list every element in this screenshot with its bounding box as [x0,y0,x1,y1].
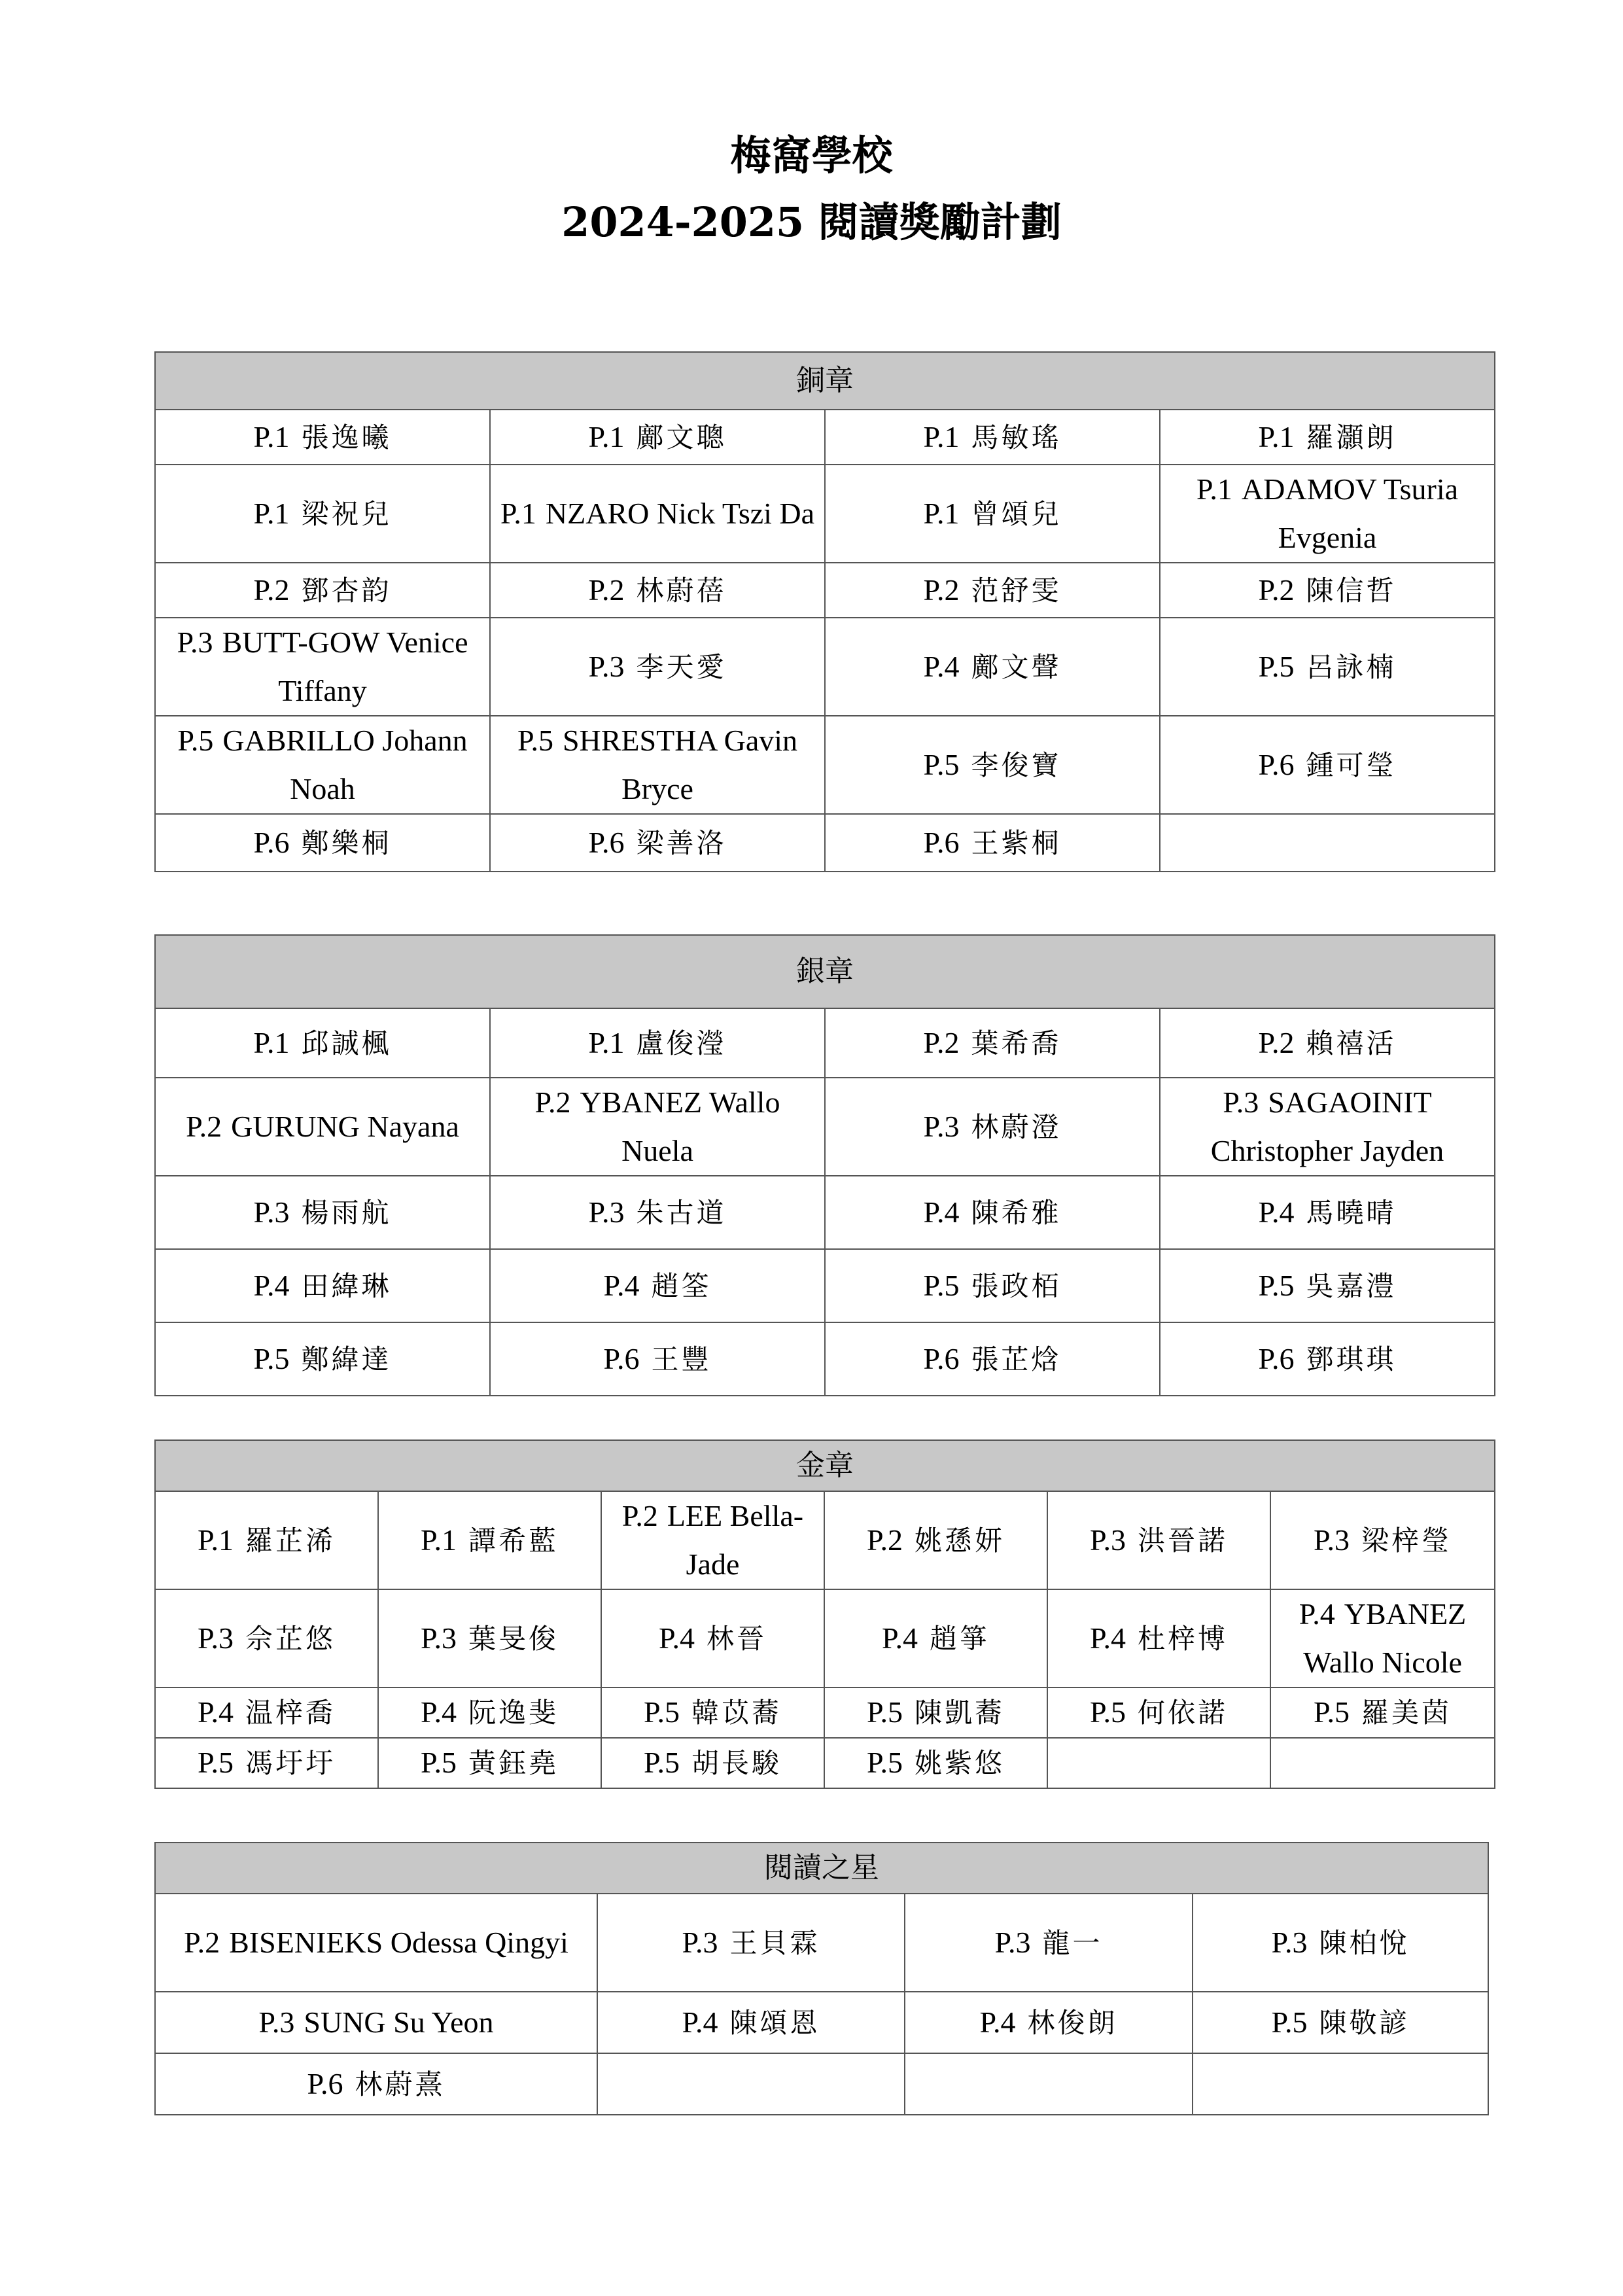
table-row [155,1008,1495,1078]
student-cell [1047,1491,1270,1589]
student-cell [1160,410,1495,465]
student-name: 楊雨航 [301,1196,392,1229]
class-label: P.4 [1258,1195,1295,1229]
table-row [155,1491,1495,1589]
class-label: P.3 [1314,1523,1350,1557]
student-cell [378,1491,601,1589]
student-cell [1270,1589,1495,1687]
student-cell [1160,618,1495,716]
student-name: 林晉 [706,1622,767,1655]
student-name: 林蔚熹 [355,2068,445,2100]
student-name: 王貝霖 [729,1926,820,1959]
student-name: 趙筌 [651,1269,712,1302]
class-label: P.4 [882,1621,918,1655]
class-label: P.4 [421,1695,457,1729]
student-name: 鄧杏韵 [301,574,392,607]
table-row [155,1322,1495,1396]
class-label: P.5 [1258,1268,1295,1302]
class-label: P.5 [1258,649,1295,683]
student-name: 鄺文聰 [636,421,727,453]
class-label: P.4 [979,2005,1016,2039]
table-row [155,716,1495,814]
section-header: 閱讀之星 [155,1843,1488,1894]
student-cell [1193,2053,1488,2115]
table-row [155,1249,1495,1322]
student-cell [155,563,490,618]
student-name: 林蔚蓓 [636,574,727,607]
student-name: BUTT-GOW Venice Tiffany [222,626,468,707]
student-name: 朱古道 [636,1196,727,1229]
class-label: P.4 [923,1195,960,1229]
class-label: P.2 [534,1086,571,1119]
student-name: 張政栢 [971,1269,1062,1302]
class-label: P.5 [923,747,960,781]
gold-award-table [154,1439,1495,1789]
student-name: 呂詠楠 [1306,650,1397,683]
class-label: P.6 [1258,747,1295,781]
student-cell [490,410,825,465]
student-name: 邱誠楓 [301,1027,392,1059]
table-row [155,410,1495,465]
student-name: 姚愻妍 [914,1524,1005,1557]
student-cell [905,2053,1193,2115]
school-name: 梅窩學校 [730,132,893,179]
class-label: P.5 [644,1695,680,1729]
class-label: P.5 [1271,2005,1308,2039]
class-label: P.4 [198,1695,234,1729]
class-label: P.2 [588,573,625,607]
student-cell [825,716,1160,814]
student-name: 陳凱蕎 [914,1697,1005,1729]
class-label: P.1 [588,1025,625,1059]
class-label: P.5 [1314,1695,1350,1729]
student-name: 梁梓瑩 [1361,1524,1452,1557]
student-name: 馮圩圩 [245,1747,336,1779]
student-cell [378,1738,601,1788]
table-row [155,1992,1488,2053]
class-label: P.1 [198,1523,234,1557]
class-label: P.3 [421,1621,457,1655]
student-cell [824,1738,1047,1788]
student-name: 范舒雯 [971,574,1062,607]
student-cell [824,1687,1047,1738]
table-row [155,563,1495,618]
student-cell [490,1249,825,1322]
student-name: 龍一 [1042,1926,1103,1959]
student-name: 林蔚澄 [971,1110,1062,1143]
student-name: ADAMOV Tsuria Evgenia [1241,472,1459,554]
class-label: P.3 [588,1195,625,1229]
student-cell [1160,814,1495,872]
student-name: 鍾可瑩 [1306,749,1397,781]
student-name: YBANEZ Wallo Nicole [1303,1597,1467,1679]
class-label: P.3 [682,1925,718,1959]
class-label: P.6 [307,2066,343,2100]
student-cell [825,563,1160,618]
class-label: P.4 [253,1268,290,1302]
class-label: P.1 [421,1523,457,1557]
student-name: 葉希喬 [971,1027,1062,1059]
program-title: 2024-2025 閱讀獎勵計劃 [561,198,1062,246]
class-label: P.3 [994,1925,1031,1959]
student-cell [155,1491,378,1589]
student-name: 趙箏 [929,1622,990,1655]
class-label: P.3 [1090,1523,1126,1557]
class-label: P.1 [1258,419,1295,453]
student-cell [155,1078,490,1176]
student-cell [378,1589,601,1687]
student-cell [1160,1322,1495,1396]
student-name: 阮逸斐 [468,1697,559,1729]
section-header: 銅章 [155,352,1495,410]
class-label: P.1 [500,497,536,530]
class-label: P.2 [923,573,960,607]
class-label: P.4 [923,649,960,683]
class-label: P.5 [253,1341,290,1375]
class-label: P.4 [1299,1597,1335,1631]
student-cell [1270,1491,1495,1589]
student-name: 張芷焓 [971,1343,1062,1375]
student-name: 胡長駿 [691,1747,782,1779]
student-cell [490,1008,825,1078]
class-label: P.1 [1196,472,1232,506]
student-name: 梁祝兒 [301,497,392,530]
student-cell [155,716,490,814]
class-label: P.5 [923,1268,960,1302]
class-label: P.3 [1271,1925,1308,1959]
student-name: NZARO Nick Tszi Da [545,497,815,530]
student-name: 洪晉諾 [1137,1524,1228,1557]
class-label: P.4 [682,2005,718,2039]
student-name: 馬敏瑤 [971,421,1062,453]
table-row [155,1894,1488,1992]
student-name: 鄧琪琪 [1306,1343,1397,1375]
class-label: P.1 [253,1025,290,1059]
class-label: P.6 [923,1341,960,1375]
student-cell [825,1176,1160,1249]
student-cell [155,1176,490,1249]
student-name: 鄭樂桐 [301,826,392,859]
class-label: P.6 [603,1341,640,1375]
student-cell [490,1176,825,1249]
class-label: P.6 [923,825,960,859]
student-name: 杜梓博 [1137,1622,1228,1655]
student-cell [601,1687,824,1738]
student-name: 姚紫悠 [914,1747,1005,1779]
student-cell [825,1008,1160,1078]
table-row [155,1176,1495,1249]
student-name: 李俊寶 [971,749,1062,781]
class-label: P.3 [198,1621,234,1655]
student-cell [1270,1687,1495,1738]
class-label: P.2 [184,1926,220,1959]
class-label: P.3 [258,2005,295,2039]
student-name: 賴禧活 [1306,1027,1397,1059]
student-cell [1047,1738,1270,1788]
student-cell [824,1491,1047,1589]
class-label: P.3 [923,1109,960,1143]
reading-star-table [154,1842,1489,2115]
student-cell [155,1322,490,1396]
student-cell [1160,465,1495,563]
table-row [155,814,1495,872]
student-cell [597,1894,905,1992]
student-name: 曾頌兒 [971,497,1062,530]
student-name: 葉旻俊 [468,1622,559,1655]
student-cell [601,1589,824,1687]
class-label: P.5 [421,1746,457,1779]
student-name: 羅灝朗 [1306,421,1397,453]
class-label: P.5 [177,724,214,757]
student-cell [597,2053,905,2115]
class-label: P.1 [923,419,960,453]
class-label: P.3 [588,649,625,683]
class-label: P.4 [659,1621,695,1655]
student-cell [905,1894,1193,1992]
student-cell [1160,716,1495,814]
student-cell [155,1992,597,2053]
student-name: GABRILLO Johann Noah [222,724,468,805]
student-cell [905,1992,1193,2053]
section-header: 銀章 [155,935,1495,1008]
student-cell [1160,1176,1495,1249]
class-label: P.1 [253,496,290,530]
student-cell [1270,1738,1495,1788]
student-name: 韓苡蕎 [691,1697,782,1729]
table-row [155,465,1495,563]
student-name: 林俊朗 [1027,2006,1118,2039]
student-name: 梁善洛 [636,826,727,859]
class-label: P.3 [1223,1086,1259,1119]
class-label: P.6 [253,825,290,859]
student-cell [155,1687,378,1738]
class-label: P.1 [923,496,960,530]
class-label: P.4 [603,1268,640,1302]
class-label: P.6 [588,825,625,859]
student-cell [1193,1894,1488,1992]
class-label: P.5 [517,724,553,757]
table-row [155,1687,1495,1738]
student-name: 盧俊瀅 [636,1027,727,1059]
student-name: 鄺文聲 [971,650,1062,683]
student-name: 陳信哲 [1306,574,1397,607]
student-name: 何依諾 [1137,1697,1228,1729]
student-name: 羅芷浠 [245,1524,336,1557]
student-cell [155,618,490,716]
student-name: 張逸曦 [301,421,392,453]
student-cell [825,410,1160,465]
student-name: 陳希雅 [971,1196,1062,1229]
student-name: 羅美茵 [1361,1697,1452,1729]
class-label: P.4 [1090,1621,1126,1655]
student-cell [824,1589,1047,1687]
class-label: P.5 [867,1695,903,1729]
student-cell [155,1249,490,1322]
student-cell [155,1589,378,1687]
student-cell [825,814,1160,872]
class-label: P.3 [253,1195,290,1229]
student-cell [155,2053,597,2115]
student-name: SAGAOINIT Christopher Jayden [1210,1086,1444,1167]
student-name: 李天愛 [636,650,727,683]
student-cell [490,465,825,563]
class-label: P.5 [867,1746,903,1779]
student-cell [1160,1078,1495,1176]
student-cell [1047,1589,1270,1687]
student-cell [155,465,490,563]
class-label: P.5 [1090,1695,1126,1729]
class-label: P.5 [198,1746,234,1779]
student-cell [490,716,825,814]
student-cell [1193,1992,1488,2053]
student-name: SHRESTHA Gavin Bryce [562,724,798,805]
class-label: P.6 [1258,1341,1295,1375]
table-row [155,618,1495,716]
class-label: P.1 [253,419,290,453]
student-name: GURUNG Nayana [231,1110,459,1143]
silver-award-table [154,934,1495,1396]
student-name: 陳柏悅 [1319,1926,1410,1959]
student-cell [825,1078,1160,1176]
student-cell [155,1008,490,1078]
student-cell [1047,1687,1270,1738]
student-name: 王豐 [651,1343,712,1375]
student-name: 温梓喬 [245,1697,336,1729]
student-cell [825,618,1160,716]
student-cell [378,1687,601,1738]
student-cell [1160,563,1495,618]
student-cell [490,1322,825,1396]
class-label: P.5 [644,1746,680,1779]
student-name: YBANEZ Wallo Nuela [580,1086,780,1167]
student-name: LEE Bella-Jade [667,1499,804,1581]
student-name: 黃鈺堯 [468,1747,559,1779]
student-cell [601,1491,824,1589]
table-row [155,1738,1495,1788]
table-row [155,2053,1488,2115]
student-name: 譚希藍 [468,1524,559,1557]
class-label: P.2 [867,1523,903,1557]
section-header: 金章 [155,1440,1495,1491]
class-label: P.2 [923,1025,960,1059]
table-row [155,1078,1495,1176]
student-cell [601,1738,824,1788]
student-cell [490,563,825,618]
student-cell [490,618,825,716]
student-cell [1160,1008,1495,1078]
student-name: 佘芷悠 [245,1622,336,1655]
student-name: 陳敬諺 [1319,2006,1410,2039]
student-name: 陳頌恩 [729,2006,820,2039]
student-cell [490,1078,825,1176]
class-label: P.2 [253,573,290,607]
class-label: P.2 [186,1110,222,1143]
bronze-award-table [154,351,1495,872]
student-name: 馬曉晴 [1306,1196,1397,1229]
class-label: P.2 [1258,1025,1295,1059]
student-cell [155,410,490,465]
student-cell [490,814,825,872]
table-row [155,1589,1495,1687]
student-name: BISENIEKS Odessa Qingyi [229,1926,568,1959]
class-label: P.2 [1258,573,1295,607]
class-label: P.1 [588,419,625,453]
student-cell [825,1249,1160,1322]
student-cell [155,1738,378,1788]
class-label: P.3 [177,626,213,659]
student-name: 鄭緯達 [301,1343,392,1375]
student-cell [825,465,1160,563]
class-label: P.2 [621,1499,658,1532]
student-name: SUNG Su Yeon [304,2005,494,2039]
student-name: 王紫桐 [971,826,1062,859]
student-name: 吳嘉澧 [1306,1269,1397,1302]
student-cell [825,1322,1160,1396]
student-name: 田緯琳 [301,1269,392,1302]
student-cell [155,814,490,872]
student-cell [1160,1249,1495,1322]
student-cell [155,1894,597,1992]
student-cell [597,1992,905,2053]
